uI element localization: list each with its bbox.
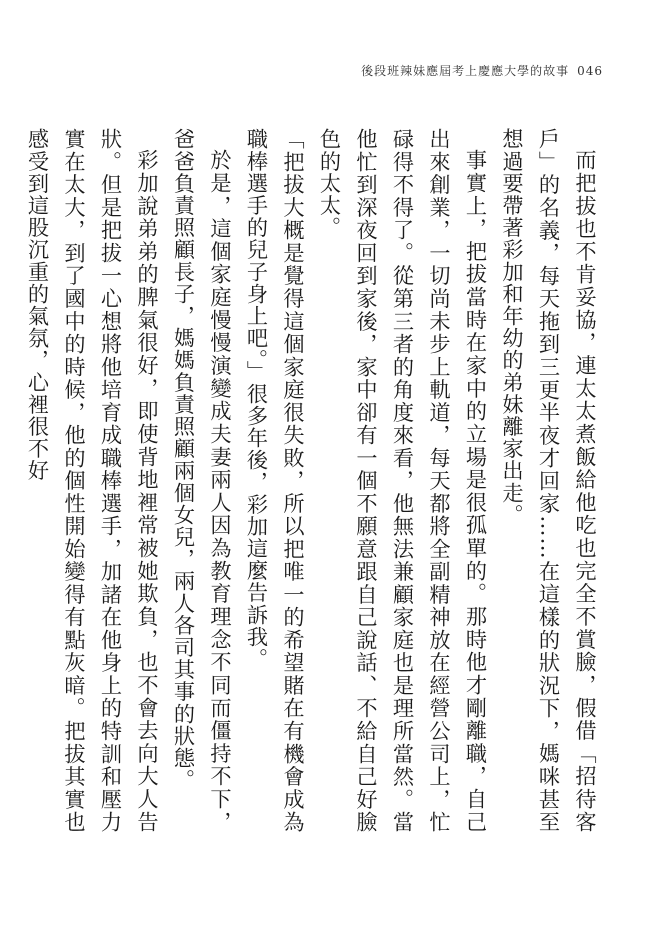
book-title: 後段班辣妹應屆考上慶應大學的故事 bbox=[361, 64, 570, 78]
paragraph: 彩加說弟弟的脾氣很好，即使背地裡常被她欺負，也不會去向大人告狀。但是把拔一心想將他培育成職棒選手，加諸在他身上的特訓和壓力實在太大，到了國中的時候，他的個性開始變得有點灰暗。把拔其實也感受到這股沉重的氣氛，心裡很不好 bbox=[25, 128, 160, 833]
paragraph: 「把拔大概是覺得這個家庭很失敗，所以把唯一的希望賭在有機會成為職棒選手的兒子身上吧。」很多年後，彩加這麼告訴我。 bbox=[244, 128, 306, 833]
paragraph: 事實上，把拔當時在家中的立場是很孤單的。那時他才剛離職，自己出來創業，一切尚未步上軌道，每天都將全副精神放在經營公司上，忙碌得不得了。從第三者的角度來看，他無法兼顧家庭也是理所當然。當他忙到深夜回到家後，家中卻有一個不願意跟自己說話、不給自己好臉色的太太。 bbox=[317, 128, 489, 833]
paragraph: 而把拔也不肯妥協，連太太煮飯給他吃也完全不賞臉，假借「招待客戶」的名義，每天拖到三更半夜才回家……在這樣的狀況下，媽咪甚至想過要帶著彩加和年幼的弟妹離家出走。 bbox=[500, 128, 598, 833]
page-number: 046 bbox=[577, 64, 603, 78]
body-text bbox=[25, 128, 603, 833]
paragraph: 於是，這個家庭慢慢演變成夫妻兩人因為教育理念不同而僵持不下，爸爸負責照顧長子，媽媽負責照顧兩個女兒，兩人各司其事的狀態。 bbox=[171, 128, 233, 833]
running-header bbox=[361, 62, 603, 79]
